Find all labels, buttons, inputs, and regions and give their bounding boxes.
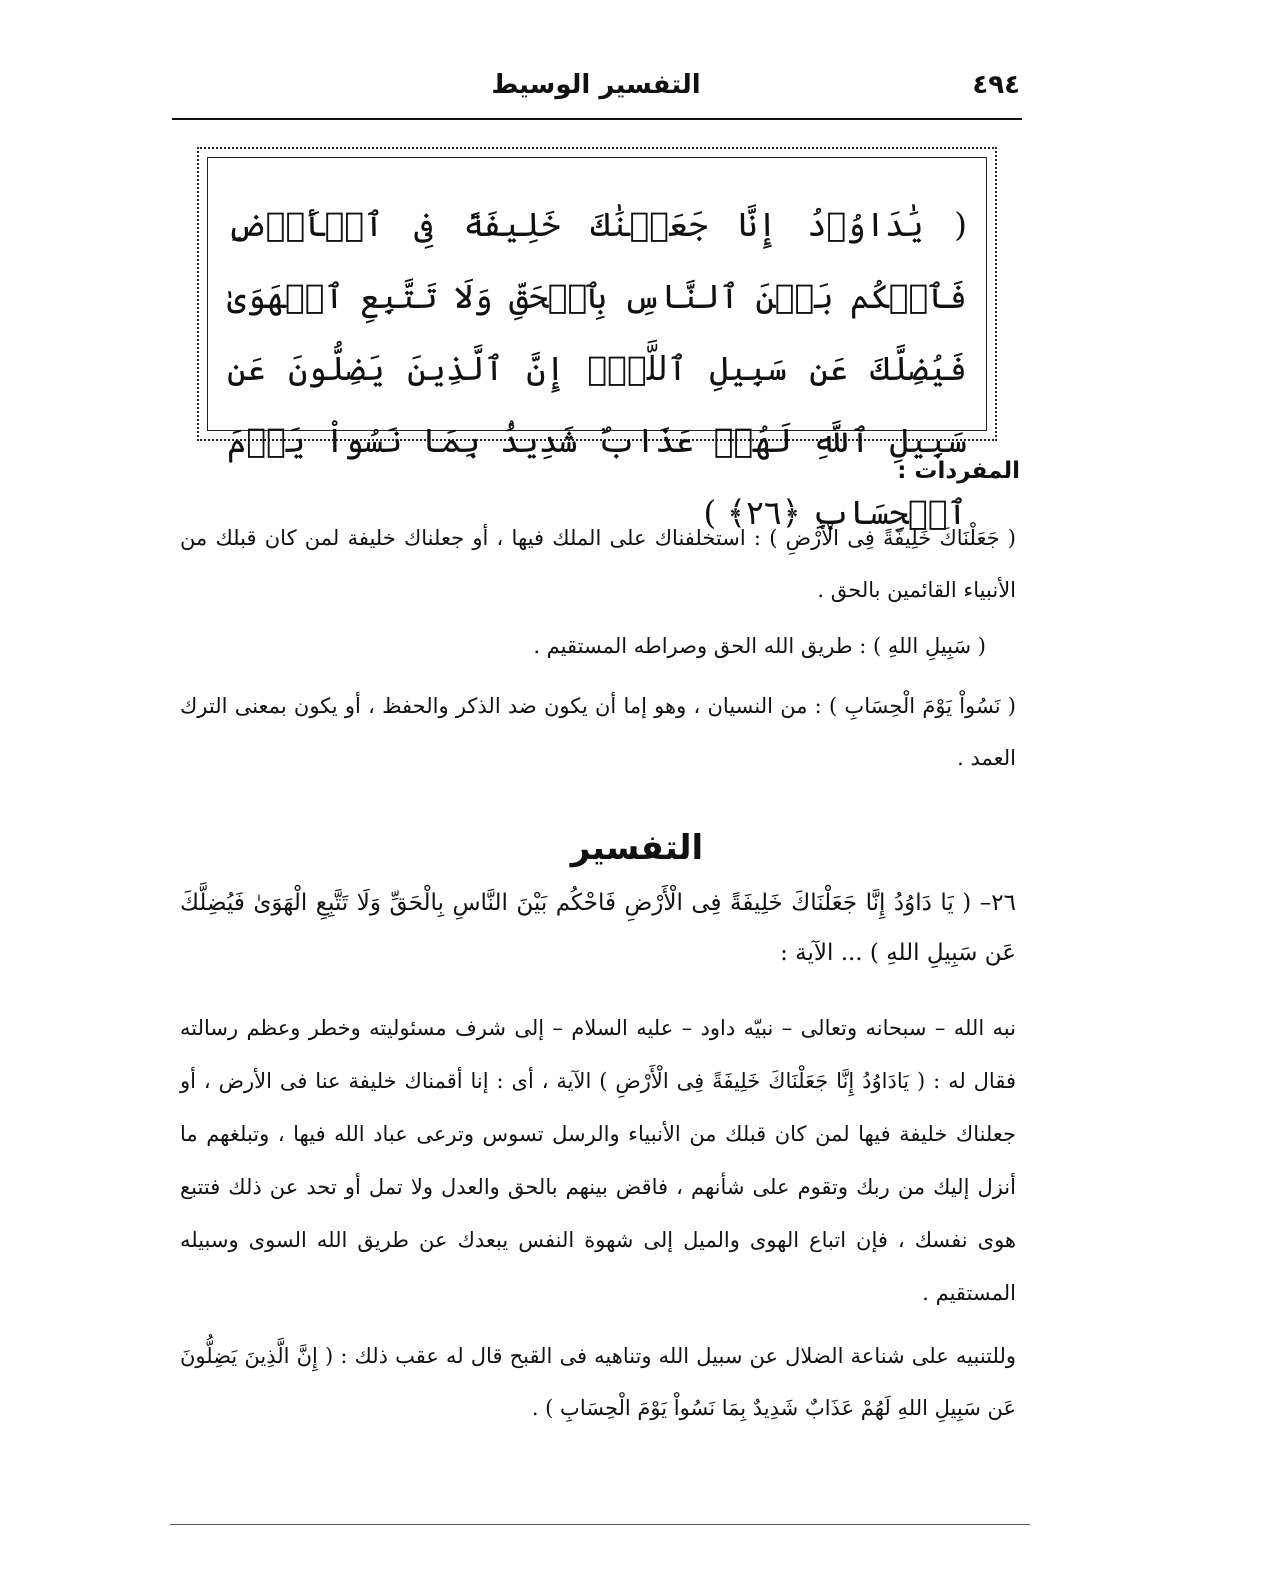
vocabulary-entry: ( سَبِيلِ اللهِ ) : طريق الله الحق وصراطه المستقيم .: [533, 634, 986, 658]
vocabulary-heading: المفردات :: [897, 458, 1020, 484]
page-header: [172, 70, 1020, 116]
tafsir-heading: التفسير: [570, 828, 704, 868]
tafsir-paragraph: نبه الله – سبحانه وتعالى – نبيّه داود – عليه السلام – إلى شرف مسئوليته وخطر وعظم رسالته فقال له : ( يَادَاوُدُ إِنَّا جَعَلْنَاكَ خَلِيفَةً فِى الْأَرْضِ ) الآية ، أى : إنا أقمناك خليفة عنا فى الأرض ، أو جعلناك خليفة فيها لمن كان قبلك من الأنبياء والرسل تسوس وترعى عباد الله فيها ، وتبلغهم ما أنزل إليك من ربك وتقوم على شأنهم ، فاقض بينهم بالحق والعدل ولا تمل أو تحد عن ذلك فتتبع هوى نفسك ، فإن اتباع الهوى والميل إلى شهوة النفس يبعدك عن طريق الله السوى وسبيله المستقيم .: [180, 1016, 1016, 1305]
running-title: التفسير الوسيط: [491, 70, 701, 100]
page-number: ٤٩٤: [972, 70, 1020, 100]
tafsir-paragraph: وللتنبيه على شناعة الضلال عن سبيل الله وتناهيه فى القبح قال له عقب ذلك : ( إِنَّ الَّذِينَ يَضِلُّونَ عَن سَبِيلِ اللهِ لَهُمْ عَذَابٌ شَدِيدٌ بِمَا نَسُواْ يَوْمَ الْحِسَابِ ) .: [180, 1344, 1016, 1420]
footer-divider: [170, 1524, 1030, 1525]
vocabulary-entry: ( نَسُواْ يَوْمَ الْحِسَابِ ) : من النسيان ، وهو إما أن يكون ضد الذكر والحفظ ، أو يكون بمعنى الترك العمد .: [180, 694, 1016, 770]
tafsir-verse-quote: ٢٦– ( يَا دَاوُدُ إِنَّا جَعَلْنَاكَ خَلِيفَةً فِى الْأَرْضِ فَاحْكُم بَيْنَ النَّاسِ بِالْحَقِّ وَلَا تَتَّبِعِ الْهَوَىٰ فَيُضِلَّكَ عَن سَبِيلِ اللهِ ) ... الآية :: [180, 890, 1016, 966]
quran-verse-text: ( يَٰدَاوُۥدُ إِنَّا جَعَلۡنَٰكَ خَلِيفَةً فِى ٱلۡأَرۡضِ فَٱحۡكُم بَيۡنَ ٱلنَّاسِ بِٱلۡحَقِّ وَلَا تَتَّبِعِ ٱلۡهَوَىٰ فَيُضِلَّكَ عَن سَبِيلِ ٱللَّهِۚ إِنَّ ٱلَّذِينَ يَضِلُّونَ عَن سَبِيلِ ٱللَّهِ لَهُمۡ عَذَابٌ شَدِيدُۢ بِمَا نَسُواْ يَوۡمَ ٱلۡحِسَابِ ﴿٢٦﴾ ): [227, 205, 967, 532]
header-divider: [172, 118, 1022, 120]
vocabulary-entry: ( جَعَلْنَاكَ خَلِيفَةً فِى الْأَرْضِ ) : استخلفناك على الملك فيها ، أو جعلناك خليفة لمن كان قبلك من الأنبياء القائمين بالحق .: [180, 526, 1016, 602]
